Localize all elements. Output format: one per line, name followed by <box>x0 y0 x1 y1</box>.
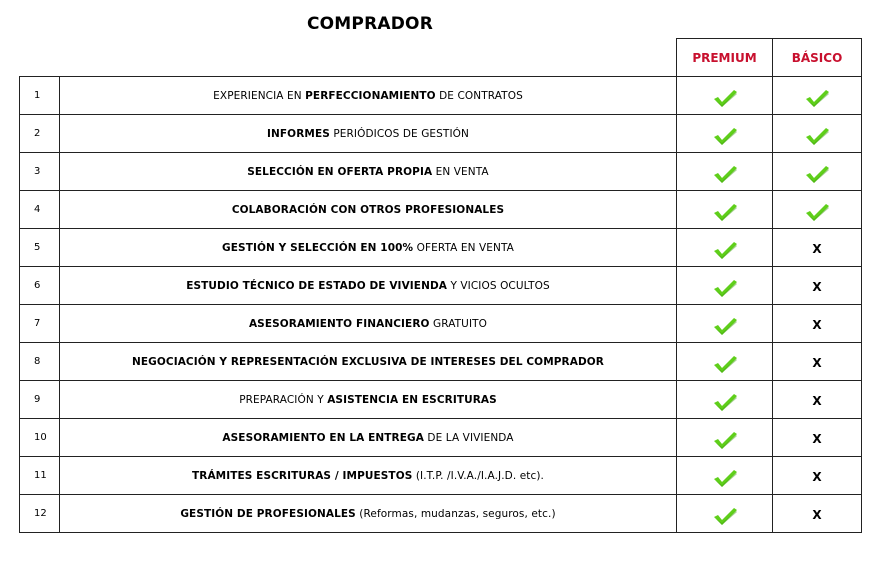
premium-cell <box>677 77 773 115</box>
check-icon <box>712 240 738 260</box>
table-row <box>20 305 862 343</box>
premium-cell <box>677 343 773 381</box>
row-number: 7 <box>20 305 60 343</box>
premium-cell <box>677 115 773 153</box>
row-number: 6 <box>20 267 60 305</box>
page-title: COMPRADOR <box>306 14 433 34</box>
check-icon <box>712 468 738 488</box>
table-row <box>20 381 862 419</box>
row-number: 4 <box>20 191 60 229</box>
table-body <box>20 39 862 533</box>
basico-cell <box>773 495 862 533</box>
basico-cell <box>773 381 862 419</box>
feature-description <box>60 381 677 419</box>
feature-text: COLABORACIÓN CON OTROS PROFESIONALES <box>231 203 505 216</box>
check-icon <box>712 354 738 374</box>
row-number: 8 <box>20 343 60 381</box>
premium-cell <box>677 381 773 419</box>
basico-cell <box>773 267 862 305</box>
feature-text: INFORMES <box>267 127 330 140</box>
feature-description <box>60 229 677 267</box>
feature-description <box>60 305 677 343</box>
feature-text: (I.T.P. /I.V.A./I.A.J.D. etc). <box>412 469 544 482</box>
feature-description <box>60 115 677 153</box>
check-icon <box>712 316 738 336</box>
table-row <box>20 77 862 115</box>
feature-text: DE CONTRATOS <box>435 89 523 102</box>
feature-text: ESTUDIO TÉCNICO DE ESTADO DE VIVIENDA <box>186 279 447 292</box>
feature-text: SELECCIÓN EN OFERTA PROPIA <box>247 165 433 178</box>
premium-cell <box>677 153 773 191</box>
feature-description <box>60 77 677 115</box>
row-number: 11 <box>20 457 60 495</box>
feature-text: NEGOCIACIÓN Y REPRESENTACIÓN EXCLUSIVA DE INTERESES DEL COMPRADOR <box>131 355 604 368</box>
table-row <box>20 495 862 533</box>
premium-cell <box>677 305 773 343</box>
row-number: 9 <box>20 381 60 419</box>
feature-text: GRATUITO <box>429 317 488 330</box>
feature-text: PERIÓDICOS DE GESTIÓN <box>329 127 469 140</box>
comparison-table <box>19 38 862 533</box>
feature-text: PREPARACIÓN Y <box>239 393 328 406</box>
feature-text: DE LA VIVIENDA <box>423 431 514 444</box>
basico-cell <box>773 457 862 495</box>
feature-text: OFERTA EN VENTA <box>413 241 514 254</box>
feature-description <box>60 419 677 457</box>
feature-text: GESTIÓN Y SELECCIÓN EN 100% <box>222 241 414 254</box>
basico-cell <box>773 305 862 343</box>
feature-description <box>60 191 677 229</box>
table-row <box>20 153 862 191</box>
column-header-basico: BÁSICO <box>773 39 862 77</box>
check-icon <box>804 164 830 184</box>
feature-text: GESTIÓN DE PROFESIONALES <box>180 507 356 520</box>
feature-text: ASESORAMIENTO FINANCIERO <box>248 317 430 330</box>
table-row <box>20 419 862 457</box>
basico-cell <box>773 191 862 229</box>
check-icon <box>712 88 738 108</box>
check-icon <box>804 88 830 108</box>
basico-cell <box>773 343 862 381</box>
x-mark: X <box>812 242 822 256</box>
x-mark: X <box>812 432 822 446</box>
feature-text: PERFECCIONAMIENTO <box>305 89 436 102</box>
feature-description <box>60 457 677 495</box>
feature-description <box>60 495 677 533</box>
table-row <box>20 229 862 267</box>
feature-description <box>60 267 677 305</box>
table-row <box>20 191 862 229</box>
feature-text: EXPERIENCIA EN <box>213 89 306 102</box>
header-row <box>20 39 862 77</box>
x-mark: X <box>812 318 822 332</box>
table-row <box>20 267 862 305</box>
premium-cell <box>677 457 773 495</box>
row-number: 3 <box>20 153 60 191</box>
basico-cell <box>773 115 862 153</box>
check-icon <box>712 506 738 526</box>
header-blank-cell <box>20 39 60 77</box>
premium-cell <box>677 229 773 267</box>
table-row <box>20 115 862 153</box>
premium-cell <box>677 191 773 229</box>
basico-cell <box>773 77 862 115</box>
premium-cell <box>677 419 773 457</box>
feature-description <box>60 343 677 381</box>
check-icon <box>804 126 830 146</box>
feature-text: ASISTENCIA EN ESCRITURAS <box>327 393 497 406</box>
row-number: 12 <box>20 495 60 533</box>
table-row <box>20 343 862 381</box>
row-number: 1 <box>20 77 60 115</box>
premium-cell <box>677 495 773 533</box>
basico-cell <box>773 419 862 457</box>
check-icon <box>712 392 738 412</box>
basico-cell <box>773 229 862 267</box>
feature-text: Y VICIOS OCULTOS <box>447 279 550 292</box>
basico-cell <box>773 153 862 191</box>
x-mark: X <box>812 508 822 522</box>
feature-text: TRÁMITES ESCRITURAS / IMPUESTOS <box>192 469 413 482</box>
table-row <box>20 457 862 495</box>
x-mark: X <box>812 280 822 294</box>
feature-text: (Reformas, mudanzas, seguros, etc.) <box>355 507 556 520</box>
check-icon <box>804 202 830 222</box>
row-number: 10 <box>20 419 60 457</box>
check-icon <box>712 164 738 184</box>
check-icon <box>712 278 738 298</box>
header-blank-cell <box>60 39 677 77</box>
x-mark: X <box>812 470 822 484</box>
check-icon <box>712 202 738 222</box>
x-mark: X <box>812 356 822 370</box>
premium-cell <box>677 267 773 305</box>
row-number: 2 <box>20 115 60 153</box>
column-header-premium: PREMIUM <box>677 39 773 77</box>
check-icon <box>712 126 738 146</box>
feature-description <box>60 153 677 191</box>
row-number: 5 <box>20 229 60 267</box>
x-mark: X <box>812 394 822 408</box>
check-icon <box>712 430 738 450</box>
feature-text: EN VENTA <box>432 165 489 178</box>
feature-text: ASESORAMIENTO EN LA ENTREGA <box>222 431 424 444</box>
